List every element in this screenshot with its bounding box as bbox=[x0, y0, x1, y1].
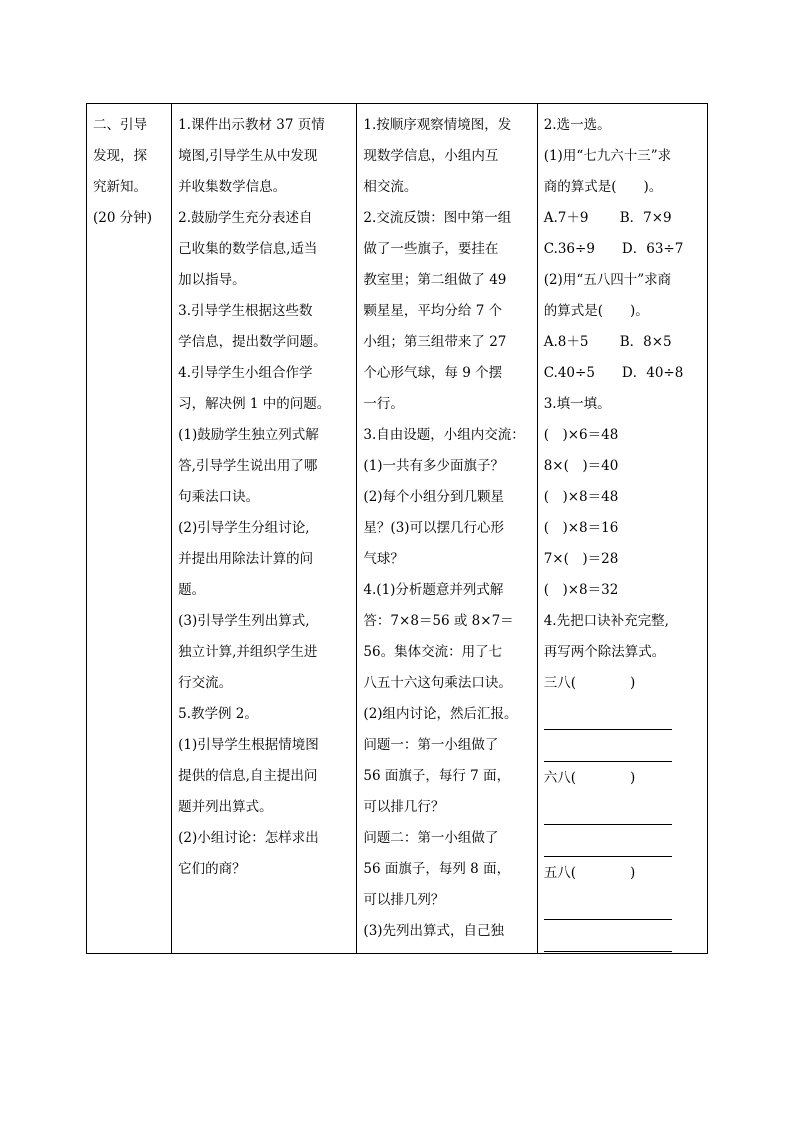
answer-blank-line bbox=[544, 826, 672, 857]
section-duration: (20 分钟) bbox=[93, 210, 153, 226]
text-line: 4.先把口诀补充完整, bbox=[543, 613, 669, 629]
text-line: 八五十六这句乘法口诀。 bbox=[363, 675, 512, 691]
text-line: 56。集体交流：用了七 bbox=[363, 644, 503, 660]
text-line: 星？(3)可以摆几行心形 bbox=[363, 520, 505, 536]
student-activity-cell bbox=[357, 104, 537, 954]
lesson-plan-table bbox=[86, 103, 708, 954]
text-line: 气球？ bbox=[363, 551, 404, 567]
text-line: 2.鼓励学生充分表述自 bbox=[178, 210, 313, 226]
text-line: 56 面旗子，每列 8 面， bbox=[363, 861, 511, 877]
text-line: (1)一共有多少面旗子？ bbox=[363, 458, 505, 474]
text-line: (1)引导学生根据情境图 bbox=[178, 737, 319, 753]
text-line: 的算式是( )。 bbox=[543, 303, 649, 319]
text-line: 句乘法口诀。 bbox=[178, 489, 260, 505]
text-line: 境图,引导学生从中发现 bbox=[178, 148, 318, 164]
text-line: 教室里；第二组做了 49 bbox=[363, 272, 507, 288]
text-line: 再写两个除法算式。 bbox=[543, 644, 666, 660]
mnemonic-prompt: 三八( ) bbox=[543, 675, 636, 691]
text-line: 8×( )＝40 bbox=[543, 458, 619, 474]
text-line: 它们的商？ bbox=[178, 861, 246, 877]
section-title-line: 发现，探 bbox=[93, 148, 147, 164]
text-line: (2)每个小组分到几颗星 bbox=[363, 489, 505, 505]
text-line: ( )×8＝16 bbox=[543, 520, 619, 536]
text-line: 4.引导学生小组合作学 bbox=[178, 365, 313, 381]
table-row bbox=[87, 104, 708, 954]
text-line: 可以排几行？ bbox=[363, 799, 445, 815]
text-line: 做了一些旗子，要挂在 bbox=[363, 241, 499, 257]
text-line: 2.选一选。 bbox=[543, 117, 611, 133]
text-line: 56 面旗子，每行 7 面， bbox=[363, 768, 511, 784]
mnemonic-prompt: 五八( ) bbox=[543, 865, 636, 881]
text-line: C.36÷9 D．63÷7 bbox=[543, 241, 684, 257]
text-line: C.40÷5 D．40÷8 bbox=[543, 365, 684, 381]
exercise-cell bbox=[537, 104, 707, 954]
text-line: 3.引导学生根据这些数 bbox=[178, 303, 313, 319]
text-line: 并提出用除法计算的问 bbox=[178, 551, 314, 567]
answer-blank-line bbox=[544, 699, 672, 730]
answer-blank-line bbox=[544, 794, 672, 825]
text-line: (2)用“五八四十”求商 bbox=[543, 272, 672, 288]
text-line: 2.交流反馈：图中第一组 bbox=[363, 210, 512, 226]
text-line: 并收集数学信息。 bbox=[178, 179, 287, 195]
text-line: (1)用“七九六十三”求 bbox=[543, 148, 672, 164]
text-line: 独立计算,并组织学生进 bbox=[178, 644, 318, 660]
text-line: 己收集的数学信息,适当 bbox=[178, 241, 318, 257]
section-title-line: 究新知。 bbox=[93, 179, 147, 195]
answer-blank-line bbox=[544, 731, 672, 762]
text-line: 商的算式是( )。 bbox=[543, 179, 663, 195]
text-line: 一行。 bbox=[363, 396, 404, 412]
text-line: 3.填一填。 bbox=[543, 396, 611, 412]
text-line: (3)引导学生列出算式, bbox=[178, 613, 310, 629]
text-line: 7×( )＝28 bbox=[543, 551, 619, 567]
text-line: 可以排几列？ bbox=[363, 892, 445, 908]
text-line: 3.自由设题，小组内交流： bbox=[363, 427, 525, 443]
text-line: (2)引导学生分组讨论, bbox=[178, 520, 310, 536]
text-line: (2)小组讨论：怎样求出 bbox=[178, 830, 319, 846]
text-line: 答,引导学生说出用了哪 bbox=[178, 458, 318, 474]
text-line: ( )×8＝32 bbox=[543, 582, 619, 598]
text-line: ( )×6＝48 bbox=[543, 427, 619, 443]
mnemonic-prompt: 六八( ) bbox=[543, 770, 636, 786]
section-cell bbox=[87, 104, 172, 954]
answer-blank-line bbox=[544, 921, 672, 952]
text-line: (1)鼓励学生独立列式解 bbox=[178, 427, 319, 443]
text-line: 提供的信息,自主提出问 bbox=[178, 768, 318, 784]
text-line: 题并列出算式。 bbox=[178, 799, 273, 815]
text-line: 小组；第三组带来了 27 bbox=[363, 334, 507, 350]
text-line: 问题二：第一小组做了 bbox=[363, 830, 499, 846]
text-line: 问题一：第一小组做了 bbox=[363, 737, 499, 753]
text-line: 题。 bbox=[178, 582, 206, 598]
text-line: 行交流。 bbox=[178, 675, 233, 691]
text-line: 4.(1)分析题意并列式解 bbox=[363, 582, 504, 598]
text-line: A.8＋5 B．8×5 bbox=[543, 334, 672, 350]
section-title-line: 二、引导 bbox=[93, 117, 147, 133]
text-line: 1.按顺序观察情境图，发 bbox=[363, 117, 512, 133]
text-line: 1.课件出示教材 37 页情 bbox=[178, 117, 325, 133]
text-line: ( )×8＝48 bbox=[543, 489, 619, 505]
teacher-activity-cell bbox=[172, 104, 357, 954]
answer-blank-line bbox=[544, 889, 672, 920]
text-line: 学信息，提出数学问题。 bbox=[178, 334, 327, 350]
text-line: 颗星星，平均分给 7 个 bbox=[363, 303, 503, 319]
text-line: A.7＋9 B．7×9 bbox=[543, 210, 672, 226]
text-line: 现数学信息，小组内互 bbox=[363, 148, 499, 164]
text-line: 相交流。 bbox=[363, 179, 418, 195]
text-line: (3)先列出算式，自己独 bbox=[363, 923, 505, 939]
text-line: 5.教学例 2。 bbox=[178, 706, 258, 722]
text-line: 加以指导。 bbox=[178, 272, 246, 288]
text-line: 个心形气球，每 9 个摆 bbox=[363, 365, 503, 381]
text-line: 答：7×8＝56 或 8×7＝ bbox=[363, 613, 514, 629]
text-line: 习，解决例 1 中的问题。 bbox=[178, 396, 331, 412]
text-line: (2)组内讨论，然后汇报。 bbox=[363, 706, 518, 722]
